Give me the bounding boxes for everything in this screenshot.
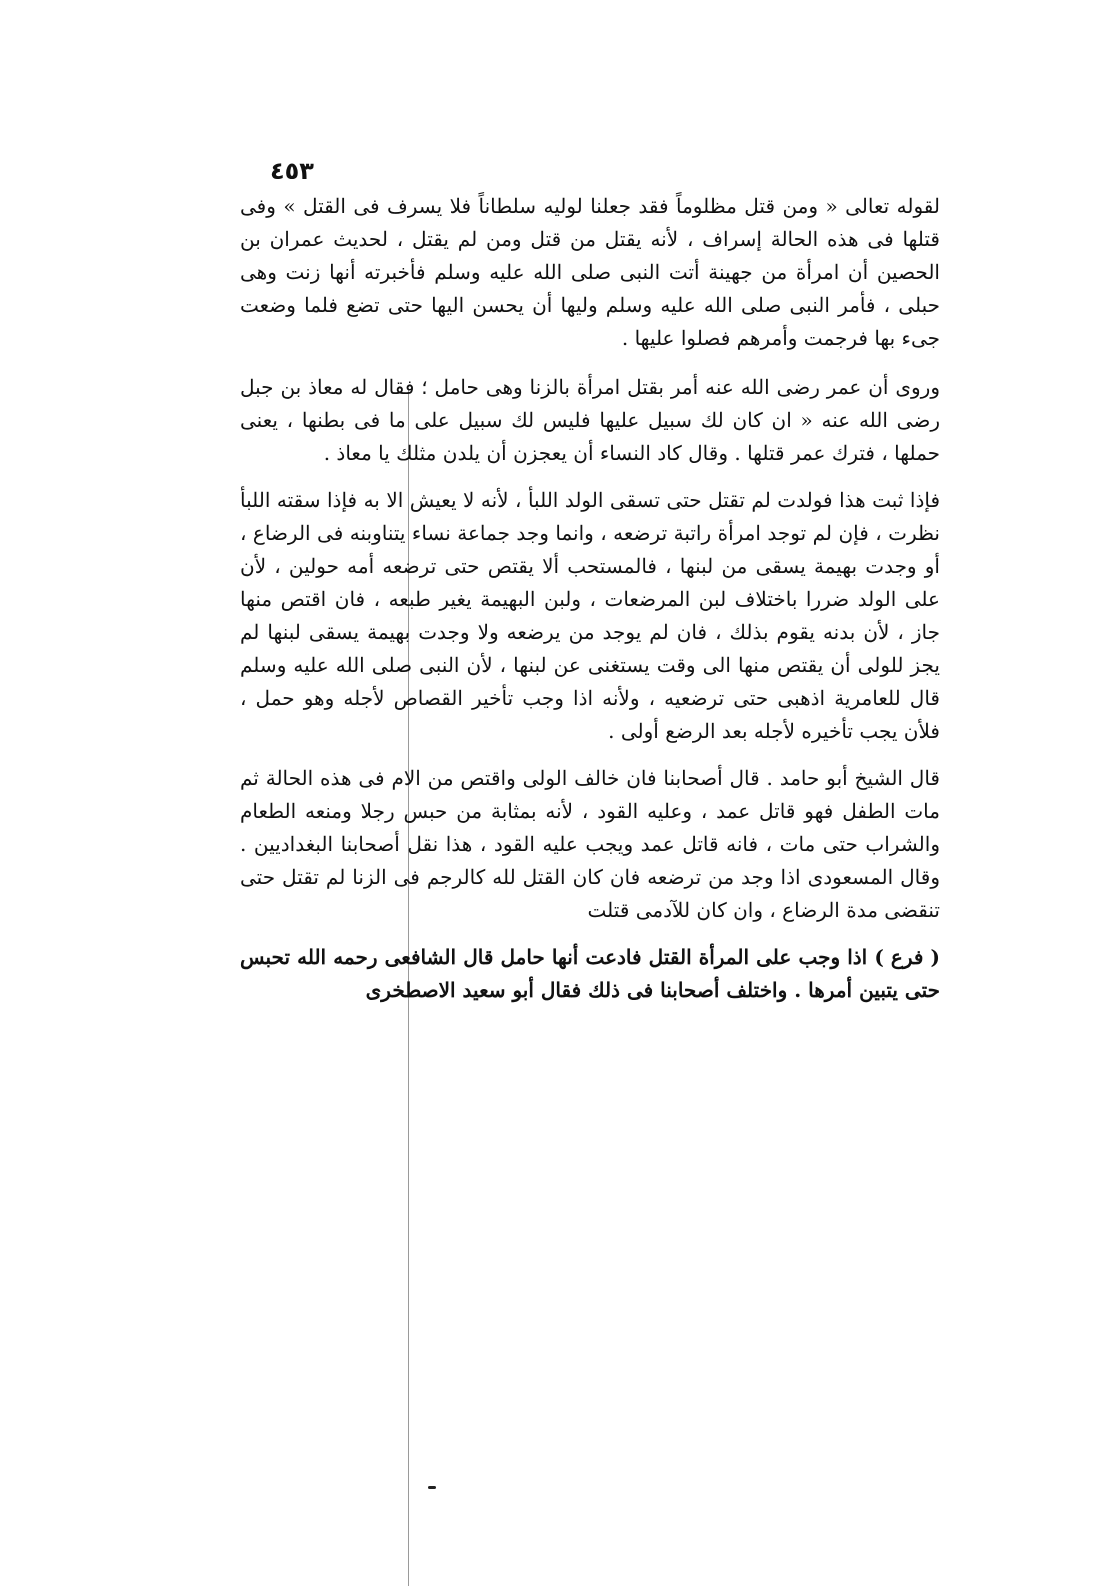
paragraph: قال الشيخ أبو حامد . قال أصحابنا فان خالف الولى واقتص من الام فى هذه الحالة ثم مات الطفل فهو قاتل عمد ، وعليه القود ، لأنه بمثابة من حبس رجلا ومنعه الطعام والشراب حتى مات ، فانه قاتل عمد ويجب عليه القود ، هذا نقل أصحابنا البغداديين . وقال المسعودى اذا وجد من ترضعه فان كان القتل لله كالرجم فى الزنا لم تقتل حتى تنقضى مدة الرضاع ، وان كان للآدمى قتلت <box>240 766 940 922</box>
paragraph: فإذا ثبت هذا فولدت لم تقتل حتى تسقى الولد اللبأ ، لأنه لا يعيش الا به فإذا سقته اللبأ نظرت ، فإن لم توجد امرأة راتبة ترضعه ، وانما وجد جماعة نساء يتناوبنه فى الرضاع ، أو وجدت بهيمة يسقى من لبنها ، فالمستحب ألا يقتص حتى ترضعه أمه حولين ، لأن على الولد ضررا باختلاف لبن المرضعات ، ولبن البهيمة يغير طبعه ، فان اقتص منها جاز ، لأن بدنه يقوم بذلك ، فان لم يوجد من يرضعه ولا وجدت بهيمة يسقى لبنها لم يجز للولى أن يقتص منها الى وقت يستغنى عن لبنها ، لأن النبى صلى الله عليه وسلم قال للعامرية اذهبى حتى ترضعيه ، ولأنه اذا وجب تأخير القصاص لأجله وهو حمل ، فلأن يجب تأخيره لأجله بعد الرضع أولى . <box>240 488 940 743</box>
paragraph: ( فرع ) اذا وجب على المرأة القتل فادعت أنها حامل قال الشافعى رحمه الله تحبس حتى يتبين أمرها . واختلف أصحابنا فى ذلك فقال أبو سعيد الاصطخرى <box>240 945 940 1002</box>
paragraph: وروى أن عمر رضى الله عنه أمر بقتل امرأة بالزنا وهى حامل ؛ فقال له معاذ بن جبل رضى الله عنه « ان كان لك سبيل عليها فليس لك سبيل على ما فى بطنها ، يعنى حملها ، فترك عمر قتلها . وقال كاد النساء أن يعجزن أن يلدن مثلك يا معاذ . <box>240 375 940 465</box>
paragraph: لقوله تعالى « ومن قتل مظلوماً فقد جعلنا لوليه سلطاناً فلا يسرف فى القتل » وفى قتلها فى هذه الحالة إسراف ، لأنه يقتل من قتل ومن لم يقتل ، لحديث عمران بن الحصين أن امرأة من جهينة أتت النبى صلى الله عليه وسلم فأخبرته أنها زنت وهى حبلى ، فأمر النبى صلى الله عليه وسلم وليها أن يحسن اليها حتى تضع فلما وضعت جىء بها فرجمت وأمرهم فصلوا عليها . <box>240 194 940 350</box>
ink-speck <box>428 1486 436 1489</box>
page-number: ٤٥٣ <box>270 157 314 185</box>
body-text <box>240 190 940 1021</box>
